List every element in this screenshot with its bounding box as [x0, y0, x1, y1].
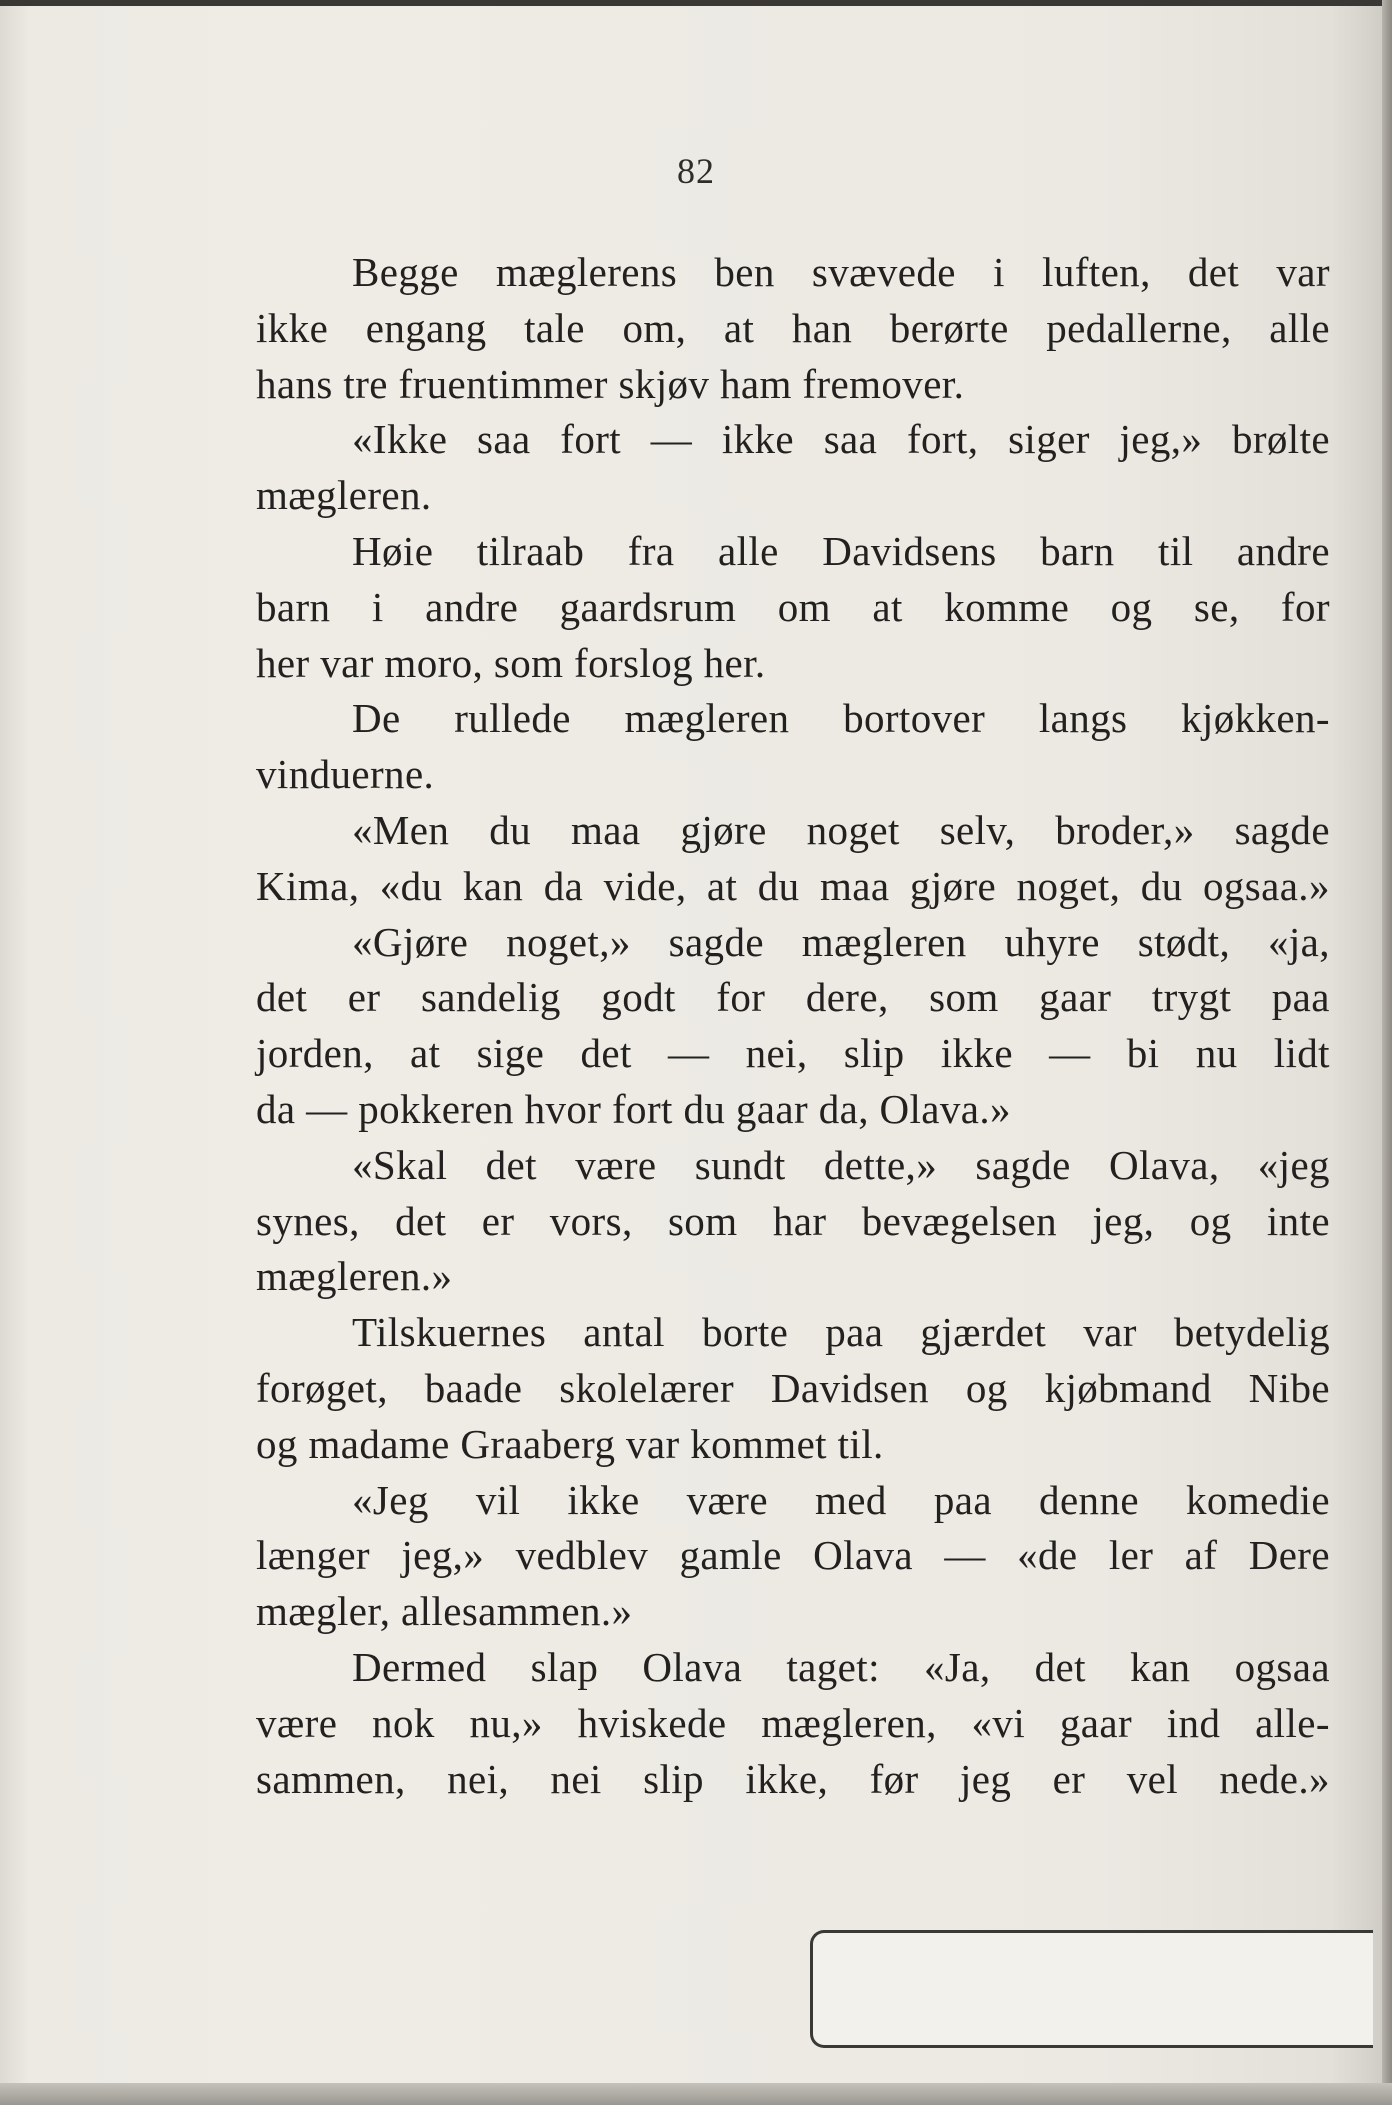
text-word: i [371, 583, 384, 630]
text-word: betydelig [1173, 1309, 1330, 1356]
text-word: nei, [745, 1030, 808, 1077]
text-word: godt [601, 974, 676, 1021]
text-word: sagde [975, 1141, 1071, 1188]
text-word: barn [256, 583, 331, 630]
text-line [256, 1473, 1330, 1529]
text-line [256, 1194, 1330, 1250]
page-bottom-edge [0, 2083, 1392, 2105]
text-word: jeg,» [401, 1532, 485, 1579]
text-line [256, 1305, 1330, 1361]
text-word: maa [570, 806, 641, 853]
text-word: hviskede [577, 1699, 727, 1746]
text-word: Begge [352, 249, 459, 295]
text-word: forøget, [256, 1364, 388, 1411]
text-word: bortover [843, 695, 986, 742]
text-word: alle [1269, 304, 1330, 351]
text-word: paa [933, 1476, 992, 1523]
text-word: mægleren. [256, 472, 432, 519]
text-word: «Ja, [924, 1643, 991, 1690]
text-word: nu,» [469, 1699, 543, 1746]
text-word: ler [1108, 1532, 1154, 1579]
text-word: vil [475, 1476, 521, 1523]
text-word: pedallerne, [1046, 304, 1232, 351]
text-word: da [543, 862, 584, 909]
text-word: trygt [1151, 974, 1232, 1021]
text-word: du [757, 862, 800, 909]
text-word: synes, [256, 1197, 360, 1244]
text-word: «Jeg [352, 1476, 429, 1523]
text-word: er [1052, 1755, 1086, 1802]
text-line [256, 691, 1330, 747]
text-word: bevægelsen [861, 1197, 1058, 1244]
text-word: gjøre [909, 862, 997, 909]
text-word: tilraab [476, 527, 585, 574]
text-word: være [686, 1476, 768, 1523]
text-word: — [944, 1532, 986, 1579]
text-word: nu [1195, 1030, 1238, 1077]
text-word: baade [424, 1364, 523, 1411]
text-word: slip [643, 1755, 704, 1802]
text-word: for [1280, 583, 1330, 630]
text-word: ogsaa [1234, 1643, 1330, 1690]
text-word: slip [843, 1030, 905, 1077]
text-word: borte [702, 1309, 789, 1356]
text-line [256, 1584, 1330, 1640]
text-word: noget,» [506, 918, 631, 965]
text-word: Tilskuernes [352, 1309, 547, 1356]
text-word: og [965, 1364, 1008, 1411]
text-word: antal [583, 1309, 665, 1356]
text-word: fra [627, 527, 675, 574]
text-word: skolelærer [559, 1364, 735, 1411]
text-line [256, 1528, 1330, 1584]
text-word: til [1158, 527, 1194, 574]
text-word: Olava [813, 1532, 913, 1579]
text-word: det [1187, 249, 1240, 295]
text-word: Olava, [1108, 1141, 1220, 1188]
text-word: inte [1266, 1197, 1330, 1244]
text-line [256, 747, 1330, 803]
text-word: at [410, 1030, 441, 1077]
text-word: ind [1166, 1699, 1221, 1746]
text-word: af [1184, 1532, 1218, 1579]
text-word: sandelig [420, 974, 561, 1021]
text-word: saa [477, 416, 531, 463]
text-word: har [772, 1197, 827, 1244]
text-word: det [1034, 1643, 1086, 1690]
text-line [256, 970, 1330, 1026]
text-word: gaardsrum [559, 583, 737, 630]
text-word: være [575, 1141, 657, 1188]
text-word: «vi [971, 1699, 1026, 1746]
text-line [256, 1082, 1330, 1138]
text-line [256, 1138, 1330, 1194]
text-word: broder,» [1055, 806, 1195, 853]
text-word: gaar [1039, 974, 1112, 1021]
text-word: var [1276, 249, 1330, 295]
text-word: fort [560, 416, 622, 463]
text-word: som [929, 974, 999, 1021]
text-line [256, 580, 1330, 636]
text-word: alle [717, 527, 779, 574]
text-word: være [256, 1699, 338, 1746]
text-word: vinduerne. [256, 751, 435, 798]
text-word: Nibe [1248, 1364, 1330, 1411]
text-word: mæglerens [495, 249, 678, 295]
text-word: og madame Graaberg var kommet til. [256, 1420, 884, 1467]
text-word: at [706, 862, 738, 909]
text-word: Dermed [352, 1643, 487, 1690]
text-word: Høie [352, 527, 434, 574]
text-word: jeg, [1092, 1197, 1155, 1244]
text-word: «Ikke [352, 416, 448, 463]
text-word: nok [372, 1699, 435, 1746]
text-word: — [650, 416, 693, 463]
text-word: kjøbmand [1044, 1364, 1212, 1411]
text-word: andre [425, 583, 519, 630]
text-word: kjøkken- [1181, 695, 1330, 742]
text-word: De [352, 695, 401, 742]
text-word: du [1140, 862, 1183, 909]
text-word: taget: [786, 1643, 880, 1690]
text-word: da — pokkeren hvor fort du gaar da, Olava.» [256, 1085, 1011, 1132]
text-word: komme [944, 583, 1070, 630]
text-word: gjøre [680, 806, 767, 853]
text-word: det [485, 1141, 537, 1188]
text-line [256, 636, 1330, 692]
text-word: kan [462, 862, 524, 909]
text-line [256, 1026, 1330, 1082]
text-word: ben [714, 249, 775, 295]
text-word: lidt [1273, 1030, 1330, 1077]
text-word: paa [825, 1309, 884, 1356]
text-word: slap [530, 1643, 599, 1690]
text-word: barn [1040, 527, 1115, 574]
text-word: engang [365, 304, 487, 351]
text-word: som [667, 1197, 738, 1244]
text-word: om, [622, 304, 687, 351]
text-line [256, 803, 1330, 859]
text-word: ikke [940, 1030, 1013, 1077]
text-line [256, 1249, 1330, 1305]
text-line [256, 1417, 1330, 1473]
text-word: sundt [694, 1141, 786, 1188]
text-word: Davidsen [770, 1364, 929, 1411]
text-word: mægleren.» [256, 1253, 453, 1300]
text-word: ikke [567, 1476, 640, 1523]
text-word: ikke [256, 304, 329, 351]
body-text [256, 245, 1330, 1807]
text-line [256, 1696, 1330, 1752]
text-line [256, 245, 1330, 301]
text-word: maa [819, 862, 890, 909]
text-word: og [1110, 583, 1153, 630]
text-word: om [777, 583, 831, 630]
text-word: for [716, 974, 766, 1021]
text-line [256, 468, 1330, 524]
text-word: nei, [447, 1755, 510, 1802]
text-word: siger [1008, 416, 1090, 463]
text-word: var [1083, 1309, 1137, 1356]
text-word: fort, [906, 416, 979, 463]
text-word: og [1189, 1197, 1232, 1244]
text-word: jeg,» [1119, 416, 1203, 463]
text-word: Kima, [256, 862, 360, 909]
text-line [256, 1752, 1330, 1808]
page-top-edge [0, 0, 1392, 6]
text-line [256, 915, 1330, 971]
text-word: denne [1039, 1476, 1139, 1523]
text-word: rullede [454, 695, 571, 742]
text-word: vedblev [515, 1532, 649, 1579]
text-word: Davidsens [822, 527, 997, 574]
text-word: «Skal [352, 1141, 448, 1188]
text-word: «ja, [1267, 918, 1330, 965]
text-word: dere, [805, 974, 889, 1021]
text-line [256, 301, 1330, 357]
text-word: — [1049, 1030, 1091, 1077]
text-line [256, 1361, 1330, 1417]
text-word: svævede [811, 249, 956, 295]
text-word: er [481, 1197, 515, 1244]
text-word: ogsaa.» [1202, 862, 1330, 909]
text-word: sige [476, 1030, 545, 1077]
text-word: ikke [721, 416, 795, 463]
text-word: sammen, [256, 1755, 406, 1802]
text-word: det [580, 1030, 632, 1077]
text-word: her var moro, som forslog her. [256, 639, 766, 686]
text-word: komedie [1186, 1476, 1330, 1523]
text-word: gaar [1059, 1699, 1133, 1746]
text-word: dette,» [823, 1141, 938, 1188]
text-word: berørte [889, 304, 1009, 351]
text-word: noget, [1016, 862, 1121, 909]
text-word: stødt, [1137, 918, 1231, 965]
text-word: er [347, 974, 381, 1021]
text-word: gamle [679, 1532, 782, 1579]
text-word: alle- [1255, 1699, 1330, 1746]
text-word: luften, [1042, 249, 1151, 295]
text-word: vors, [549, 1197, 633, 1244]
text-word: mægleren, [761, 1699, 937, 1746]
text-word: Olava [642, 1643, 743, 1690]
text-word: selv, [939, 806, 1016, 853]
text-word: det [395, 1197, 447, 1244]
text-word: sagde [1234, 806, 1330, 853]
text-word: andre [1236, 527, 1330, 574]
text-line [256, 524, 1330, 580]
shelf-label-box [810, 1930, 1373, 2048]
text-word: «de [1017, 1532, 1078, 1579]
text-word: langs [1038, 695, 1128, 742]
text-word: det [256, 974, 308, 1021]
text-word: vel [1126, 1755, 1179, 1802]
text-word: du [489, 806, 532, 853]
text-word: sagde [668, 918, 764, 965]
page-right-edge [1382, 0, 1392, 2105]
text-word: længer [256, 1532, 370, 1579]
text-word: mægleren [801, 918, 967, 965]
page-number: 82 [677, 151, 715, 191]
text-word: kan [1130, 1643, 1191, 1690]
text-word: ikke, [745, 1755, 829, 1802]
text-word: før [869, 1755, 919, 1802]
text-line [256, 357, 1330, 413]
text-word: «Gjøre [352, 918, 469, 965]
text-word: hans tre fruentimmer skjøv ham fremover. [256, 360, 965, 407]
text-word: gjærdet [920, 1309, 1047, 1356]
text-word: med [815, 1476, 887, 1523]
text-word: nei [550, 1755, 602, 1802]
text-word: «jeg [1257, 1141, 1330, 1188]
text-word: «du [379, 862, 443, 909]
text-word: mægleren [624, 695, 790, 742]
text-word: jorden, [256, 1030, 374, 1077]
text-line [256, 412, 1330, 468]
text-word: noget [806, 806, 900, 853]
text-word: saa [823, 416, 878, 463]
text-word: vide, [603, 862, 687, 909]
text-word: at [872, 583, 903, 630]
text-word: at [723, 304, 755, 351]
text-line [256, 859, 1330, 915]
text-word: uhyre [1004, 918, 1100, 965]
text-word: Dere [1248, 1532, 1330, 1579]
text-word: han [791, 304, 853, 351]
text-line [256, 1640, 1330, 1696]
text-word: «Men [352, 806, 450, 853]
text-word: — [667, 1030, 710, 1077]
text-word: se, [1193, 583, 1240, 630]
text-word: mægler, allesammen.» [256, 1588, 633, 1635]
text-word: tale [524, 304, 585, 351]
text-word: nede.» [1219, 1755, 1330, 1802]
text-word: bi [1126, 1030, 1160, 1077]
text-word: brølte [1231, 416, 1330, 463]
text-word: paa [1271, 974, 1330, 1021]
text-word: i [993, 249, 1005, 295]
text-word: jeg [959, 1755, 1012, 1802]
